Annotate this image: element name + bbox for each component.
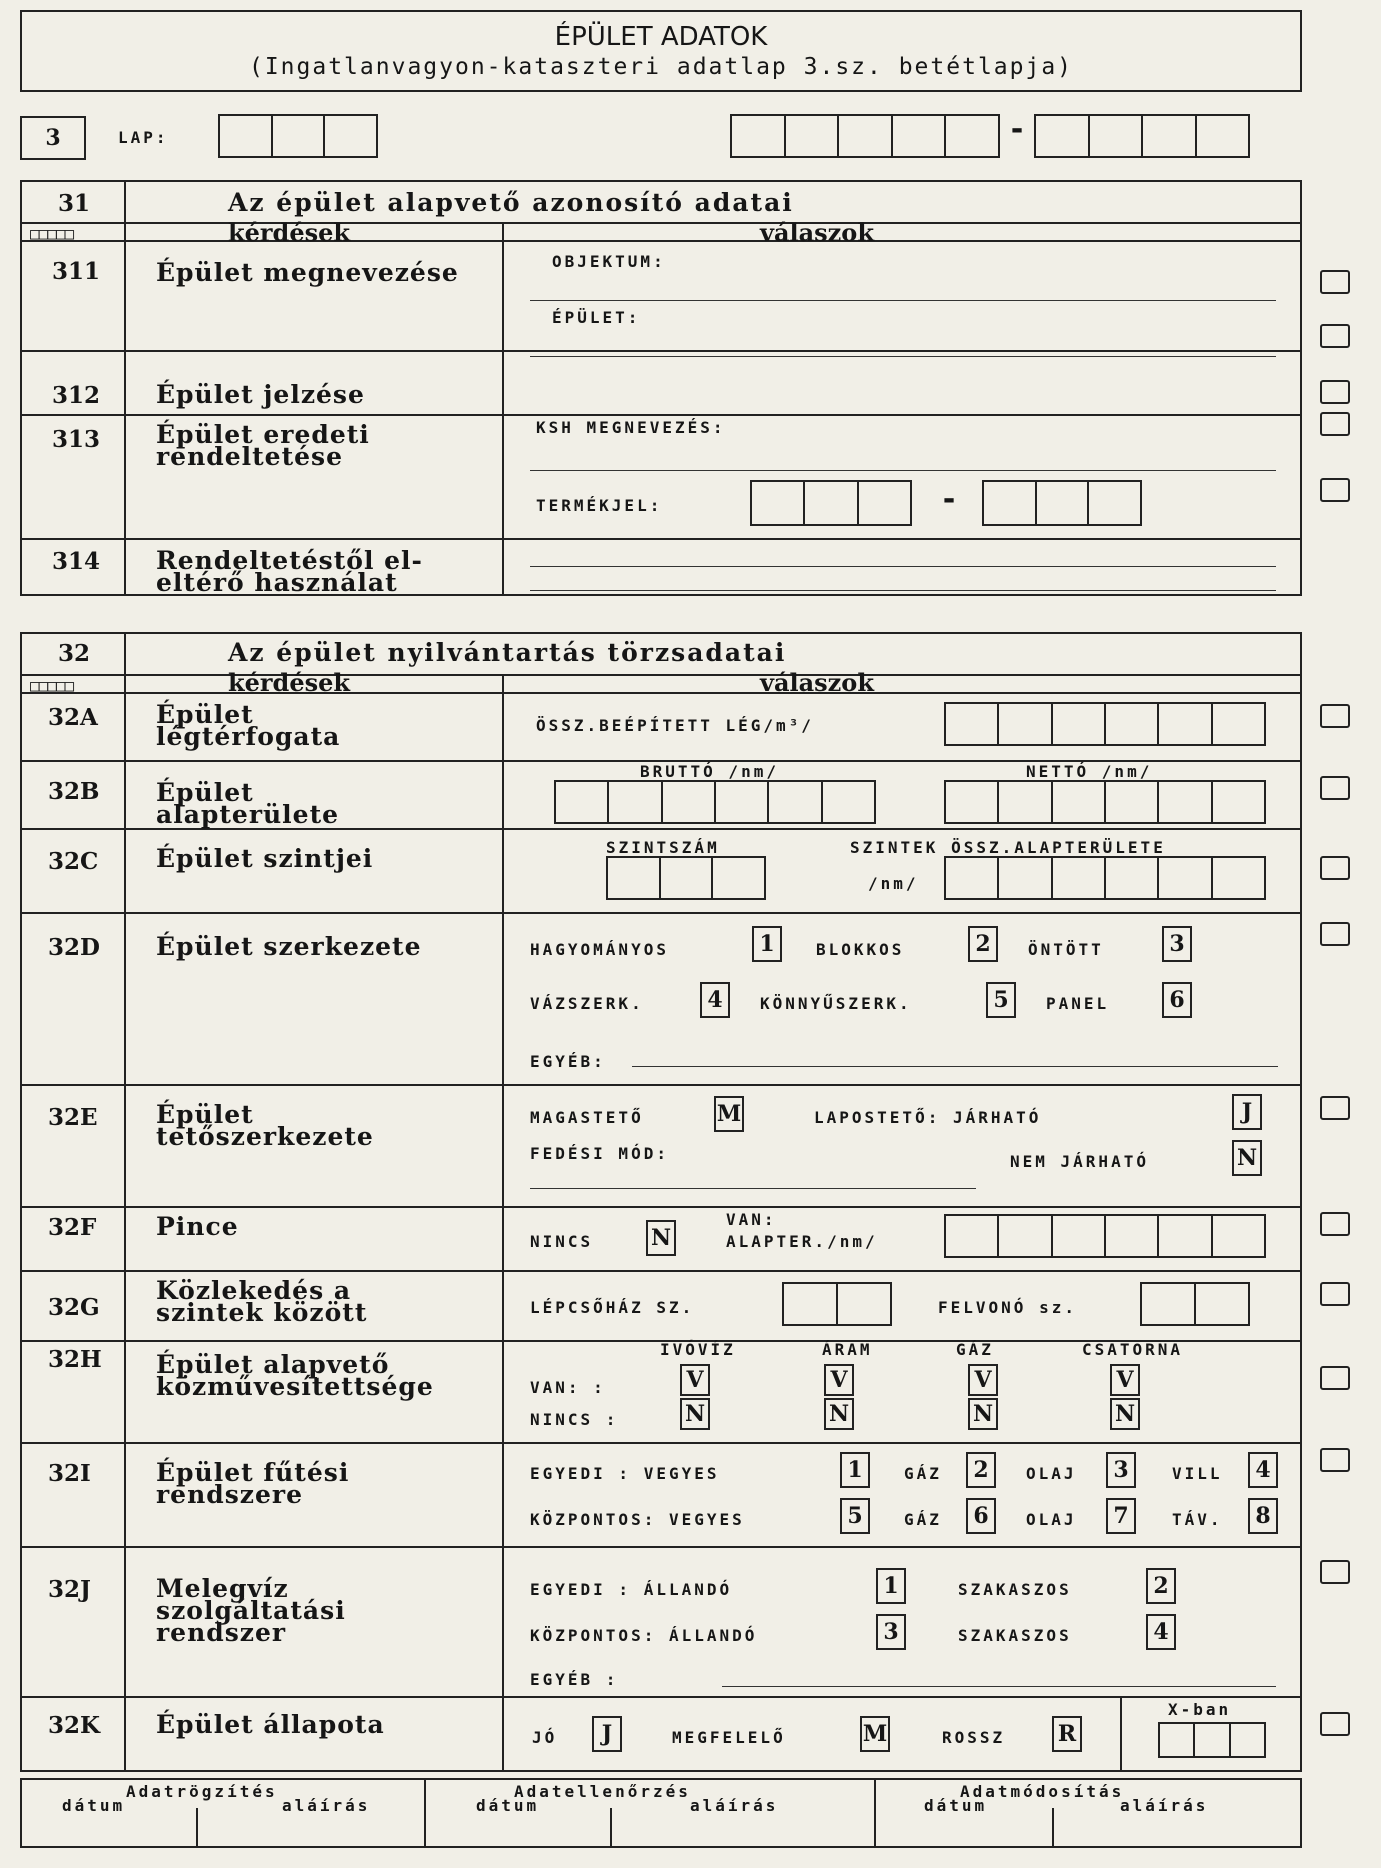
opt-futes-2[interactable]: 2: [966, 1452, 996, 1488]
row-311-epulet-label: ÉPÜLET:: [552, 308, 641, 327]
footer-adatrogzites-datum: dátum: [62, 1796, 126, 1815]
row-32I-question: Épület fűtési rendszere: [156, 1458, 350, 1509]
opt-allapot-megfelelo[interactable]: M: [860, 1716, 890, 1752]
section32-code: 32: [58, 640, 91, 667]
lapostet-label: LAPOSTETŐ: JÁRHATÓ: [814, 1108, 1042, 1127]
opt-csatorna-nincs[interactable]: N: [1110, 1398, 1140, 1430]
opt-futes-1[interactable]: 1: [840, 1452, 870, 1488]
footer-adatmodositas-datum: dátum: [924, 1796, 988, 1815]
form-title: ÉPÜLET ADATOK: [554, 22, 768, 52]
kozmu-col-gaz: GÁZ: [956, 1340, 994, 1359]
section31-col-answers: válaszok: [760, 218, 874, 247]
legterfogat-input[interactable]: [944, 702, 1266, 746]
check-32G[interactable]: [1320, 1282, 1350, 1306]
opt-gaz-van[interactable]: V: [968, 1364, 998, 1396]
opt-melegviz-4[interactable]: 4: [1146, 1614, 1176, 1650]
footer-adatmodositas-alairas: aláírás: [1120, 1796, 1209, 1815]
row-313-termekjel-label: TERMÉKJEL:: [536, 496, 663, 515]
opt-futes-8[interactable]: 8: [1248, 1498, 1278, 1534]
check-311b[interactable]: [1320, 324, 1350, 348]
opt-aram-van[interactable]: V: [824, 1364, 854, 1396]
opt-aram-nincs[interactable]: N: [824, 1398, 854, 1430]
futes-olaj-label-2: OLAJ: [1026, 1510, 1077, 1529]
row-32G-question: Közlekedés a szintek között: [156, 1276, 368, 1327]
id-input-right[interactable]: [1034, 114, 1250, 158]
footer-adatrogzites-title: Adatrögzítés: [126, 1782, 278, 1801]
row-32F-code: 32F: [48, 1214, 97, 1241]
termekjel-input-left[interactable]: [750, 480, 912, 526]
check-32K[interactable]: [1320, 1712, 1350, 1736]
felvono-input[interactable]: [1140, 1282, 1250, 1326]
footer-adatellenorzes-datum: dátum: [476, 1796, 540, 1815]
felvono-label: FELVONÓ sz.: [938, 1298, 1077, 1317]
opt-allapot-rossz[interactable]: R: [1052, 1716, 1082, 1752]
check-32B[interactable]: [1320, 776, 1350, 800]
netto-label: NETTÓ /nm/: [1026, 762, 1153, 781]
opt-hagyomanyos[interactable]: 1: [752, 926, 782, 962]
melegviz-szakaszos-label-1: SZAKASZOS: [958, 1580, 1072, 1599]
row-32K-code: 32K: [48, 1712, 100, 1739]
section31-boxes: □□□□□: [30, 224, 74, 243]
section31-title: Az épület alapvető azonosító adatai: [228, 188, 794, 217]
row-314-code: 314: [52, 548, 101, 575]
brutto-label: BRUTTÓ /nm/: [640, 762, 779, 781]
opt-blokkos-label: BLOKKOS: [816, 940, 905, 959]
melegviz-szakaszos-label-2: SZAKASZOS: [958, 1626, 1072, 1645]
opt-magastet[interactable]: M: [714, 1096, 744, 1132]
allapot-rossz-label: ROSSZ: [942, 1728, 1006, 1747]
row-313-ksh-label: KSH MEGNEVEZÉS:: [536, 418, 726, 437]
futes-gaz-label-1: GÁZ: [904, 1464, 942, 1483]
opt-vazszerk-label: VÁZSZERK.: [530, 994, 644, 1013]
kozmu-col-aram: ÁRAM: [822, 1340, 873, 1359]
kozmu-col-csatorna: CSATORNA: [1082, 1340, 1184, 1359]
szintek-nm-label: /nm/: [868, 874, 919, 893]
row-32F-question: Pince: [156, 1212, 239, 1241]
row-32I-code: 32I: [48, 1460, 91, 1487]
row-312-code: 312: [52, 382, 101, 409]
opt-panel-label: PANEL: [1046, 994, 1110, 1013]
lap-input[interactable]: [218, 114, 378, 158]
netto-input[interactable]: [944, 780, 1266, 824]
check-32A[interactable]: [1320, 704, 1350, 728]
brutto-input[interactable]: [554, 780, 876, 824]
opt-konnyuszerk[interactable]: 5: [986, 982, 1016, 1018]
footer-adatellenorzes-title: Adatellenőrzés: [514, 1782, 691, 1801]
opt-vazszerk[interactable]: 4: [700, 982, 730, 1018]
opt-futes-7[interactable]: 7: [1106, 1498, 1136, 1534]
row-32K-question: Épület állapota: [156, 1710, 385, 1739]
opt-ivoviz-van[interactable]: V: [680, 1364, 710, 1396]
row-32G-code: 32G: [48, 1294, 100, 1321]
nincs-label: NINCS: [530, 1232, 594, 1251]
termekjel-dash: -: [940, 482, 959, 517]
section31-code: 31: [58, 190, 91, 217]
opt-melegviz-1[interactable]: 1: [876, 1568, 906, 1604]
opt-blokkos[interactable]: 2: [968, 926, 998, 962]
check-32D[interactable]: [1320, 922, 1350, 946]
opt-hagyomanyos-label: HAGYOMÁNYOS: [530, 940, 669, 959]
section32-col-questions: kérdések: [228, 668, 351, 697]
kozmu-col-ivoviz: IVÓVÍZ: [660, 1340, 736, 1359]
check-32H[interactable]: [1320, 1366, 1350, 1390]
futes-olaj-label-1: OLAJ: [1026, 1464, 1077, 1483]
xban-label: X-ban: [1168, 1700, 1232, 1719]
check-32J[interactable]: [1320, 1560, 1350, 1584]
opt-allapot-jo[interactable]: J: [592, 1716, 622, 1752]
check-32E[interactable]: [1320, 1096, 1350, 1120]
row-32E-question: Épület tetőszerkezete: [156, 1100, 374, 1151]
page-number: 3: [20, 116, 86, 160]
check-32C[interactable]: [1320, 856, 1350, 880]
footer-adatmodositas-title: Adatmódosítás: [960, 1782, 1125, 1801]
row-32J-question: Melegvíz szolgáltatási rendszer: [156, 1574, 346, 1647]
lepcso-label: LÉPCSŐHÁZ SZ.: [530, 1298, 695, 1317]
opt-ontott-label: ÖNTÖTT: [1028, 940, 1104, 959]
row-32D-code: 32D: [48, 934, 100, 961]
row-313-code: 313: [52, 426, 101, 453]
row-311-question: Épület megnevezése: [156, 258, 459, 287]
melegviz-egyeb-label: EGYÉB :: [530, 1670, 619, 1689]
footer-adatellenorzes-alairas: aláírás: [690, 1796, 779, 1815]
kozmu-van-label: VAN: :: [530, 1378, 606, 1397]
kozmu-nincs-label: NINCS :: [530, 1410, 619, 1429]
check-312[interactable]: [1320, 380, 1350, 404]
id-dash: -: [1008, 112, 1027, 147]
section32-title: Az épület nyilvántartás törzsadatai: [228, 638, 787, 667]
row-32E-code: 32E: [48, 1104, 98, 1131]
row-32D-question: Épület szerkezete: [156, 932, 422, 961]
opt-melegviz-3[interactable]: 3: [876, 1614, 906, 1650]
opt-futes-3[interactable]: 3: [1106, 1452, 1136, 1488]
opt-gaz-nincs[interactable]: N: [968, 1398, 998, 1430]
row-32H-question: Épület alapvető közművesítettsége: [156, 1350, 434, 1401]
row-32J-code: 32J: [48, 1576, 91, 1603]
row-311-objektum-label: OBJEKTUM:: [552, 252, 666, 271]
futes-vill-label: VILL: [1172, 1464, 1223, 1483]
opt-jarhato[interactable]: J: [1232, 1094, 1262, 1130]
section32-boxes: □□□□□: [30, 676, 74, 695]
xban-input[interactable]: [1158, 1722, 1266, 1758]
allapot-megfelelo-label: MEGFELELŐ: [672, 1728, 786, 1747]
section31-col-questions: kérdések: [228, 218, 351, 247]
pince-input[interactable]: [944, 1214, 1266, 1258]
opt-ontott[interactable]: 3: [1162, 926, 1192, 962]
row-32C-code: 32C: [48, 848, 99, 875]
szintek-label: SZINTEK ÖSSZ.ALAPTERÜLETE: [850, 838, 1166, 857]
melegviz-kozpontos-label: KÖZPONTOS: ÁLLANDÓ: [530, 1626, 758, 1645]
check-32F[interactable]: [1320, 1212, 1350, 1236]
footer-adatrogzites-alairas: aláírás: [282, 1796, 371, 1815]
opt-futes-6[interactable]: 6: [966, 1498, 996, 1534]
melegviz-egyedi-label: EGYEDI : ÁLLANDÓ: [530, 1580, 733, 1599]
opt-nemjarhato[interactable]: N: [1232, 1140, 1262, 1176]
magastet-label: MAGASTETŐ: [530, 1108, 644, 1127]
check-311a[interactable]: [1320, 270, 1350, 294]
szintszam-input[interactable]: [606, 856, 766, 900]
opt-konnyuszerk-label: KÖNNYŰSZERK.: [760, 994, 912, 1013]
opt-futes-4[interactable]: 4: [1248, 1452, 1278, 1488]
futes-kozpontos-label: KÖZPONTOS: VEGYES: [530, 1510, 745, 1529]
check-313a[interactable]: [1320, 412, 1350, 436]
row-32C-question: Épület szintjei: [156, 844, 374, 873]
alapter-label: ALAPTER./nm/: [726, 1232, 878, 1251]
row-314-question: Rendeltetéstől el-eltérő használat: [156, 546, 423, 597]
opt-csatorna-van[interactable]: V: [1110, 1364, 1140, 1396]
check-32I[interactable]: [1320, 1448, 1350, 1472]
opt-ivoviz-nincs[interactable]: N: [680, 1398, 710, 1430]
allapot-jo-label: JÓ: [532, 1728, 558, 1747]
opt-pince-nincs[interactable]: N: [646, 1220, 676, 1256]
szintszam-label: SZINTSZÁM: [606, 838, 720, 857]
row-32D-egyeb-label: EGYÉB:: [530, 1052, 606, 1071]
row-32B-question: Épület alapterülete: [156, 778, 340, 829]
futes-gaz-label-2: GÁZ: [904, 1510, 942, 1529]
check-313b[interactable]: [1320, 478, 1350, 502]
futes-tav-label: TÁV.: [1172, 1510, 1223, 1529]
row-32A-label: ÖSSZ.BEÉPÍTETT LÉG/m³/: [536, 716, 814, 735]
fedesi-label: FEDÉSI MÓD:: [530, 1144, 669, 1163]
row-32A-code: 32A: [48, 704, 98, 731]
opt-panel[interactable]: 6: [1162, 982, 1192, 1018]
row-32A-question: Épület légtérfogata: [156, 700, 341, 751]
row-311-code: 311: [52, 258, 101, 285]
row-313-question: Épület eredeti rendeltetése: [156, 420, 370, 471]
futes-egyedi-label: EGYEDI : VEGYES: [530, 1464, 720, 1483]
form-subtitle: (Ingatlanvagyon-kataszteri adatlap 3.sz. betétlapja): [248, 54, 1074, 80]
lap-label: LAP:: [118, 128, 169, 147]
szintek-input[interactable]: [944, 856, 1266, 900]
row-32H-code: 32H: [48, 1346, 102, 1373]
termekjel-input-right[interactable]: [982, 480, 1142, 526]
opt-melegviz-2[interactable]: 2: [1146, 1568, 1176, 1604]
row-312-question: Épület jelzése: [156, 380, 365, 409]
van-label: VAN:: [726, 1210, 777, 1229]
opt-futes-5[interactable]: 5: [840, 1498, 870, 1534]
section32-col-answers: válaszok: [760, 668, 874, 697]
id-input-left[interactable]: [730, 114, 1000, 158]
lepcso-input[interactable]: [782, 1282, 892, 1326]
nemjarhato-label: NEM JÁRHATÓ: [1010, 1152, 1149, 1171]
row-32B-code: 32B: [48, 778, 100, 805]
